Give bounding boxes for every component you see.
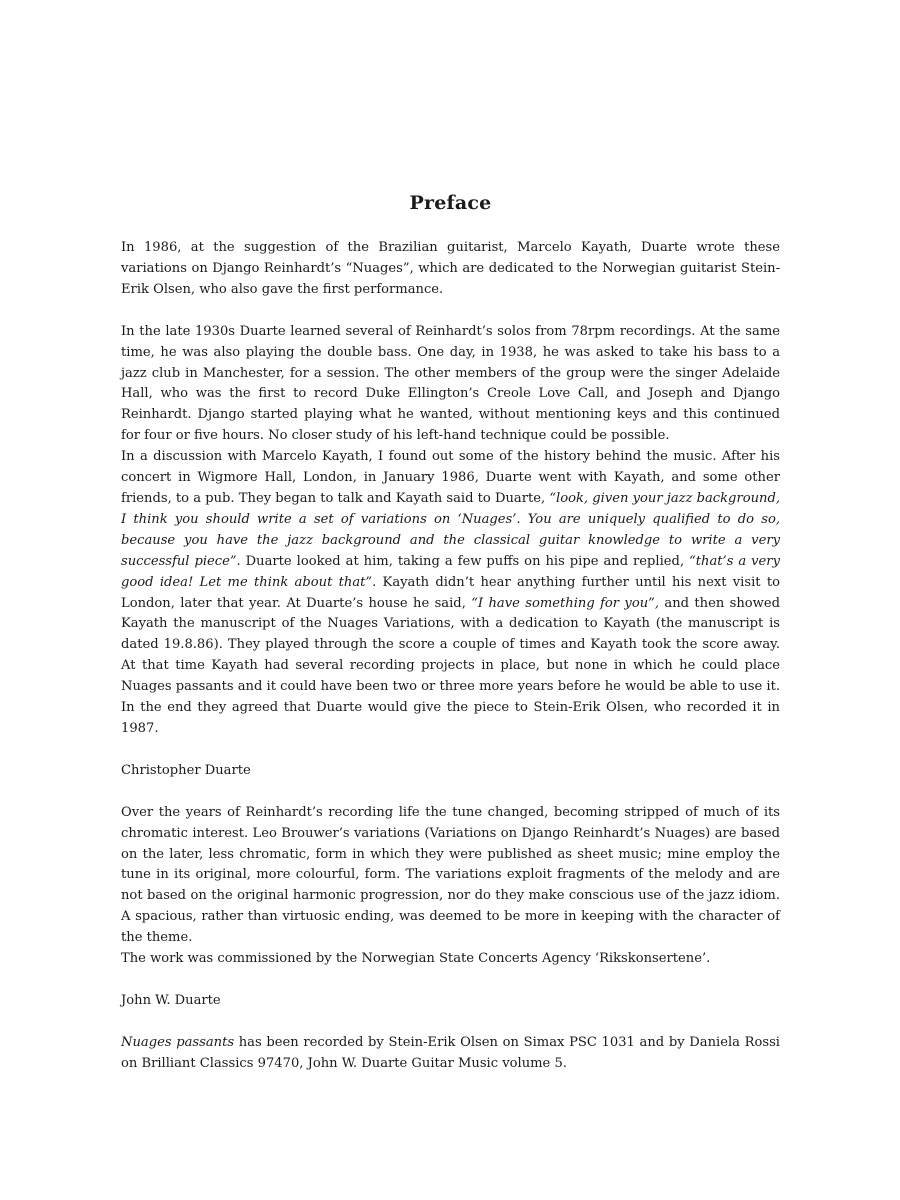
preface-page <box>121 188 780 1075</box>
work-title: Nuages passants <box>121 1034 235 1050</box>
duarte-quote: “that’s a very good idea! Let me think about that”. <box>121 553 780 590</box>
spacer <box>121 740 780 761</box>
recordings-paragraph <box>121 1033 780 1075</box>
discussion-paragraph <box>121 447 780 740</box>
composer-note-paragraph: Over the years of Reinhardt’s recording life the tune changed, becoming stripped of much of its chromatic interest. Leo Brouwer’s variations (Variations on Django Reinhardt’s Nuages) are based on the later, less chromatic, form in which they were published as sheet music; mine employ the tune in its original, more colourful, form. The variations exploit fragments of the melody and are not based on the original harmonic progression, nor do they make conscious use of the jazz idiom. A spacious, rather than virtuosic ending, was deemed to be more in keeping with the character of the theme. <box>121 804 780 946</box>
intro-paragraph: In 1986, at the suggestion of the Brazilian guitarist, Marcelo Kayath, Duarte wrote these variations on Django Reinhardt’s “Nuages”, which are dedicated to the Norwegian guitarist Stein-Erik Olsen, who also gave the first performance. <box>121 240 780 297</box>
spacer <box>121 782 780 803</box>
spacer <box>121 1012 780 1033</box>
discussion-text-4: and then showed Kayath the manuscript of the Nuages Variations, with a dedication to Kayath (the manuscript is dated 19.8.86). They played through the score a couple of times and Kayath took the score away. At that time Kayath had several recording projects in place, but none in which he could place Nuages passants and it could have been two or three more years before he would be able to use it. In the end they agreed that Duarte would give the piece to Stein-Erik Olsen, who recorded it in 1987. <box>121 595 781 736</box>
page-title: Preface <box>409 192 492 214</box>
spacer <box>121 301 780 322</box>
recordings-text: has been recorded by Stein-Erik Olsen on Simax PSC 1031 and by Daniela Rossi on Brilliant Classics 97470, John W. Duarte Guitar Music volume 5. <box>121 1034 780 1071</box>
discussion-text-1: In a discussion with Marcelo Kayath, I found out some of the history behind the music. After his concert in Wigmore Hall, London, in January 1986, Duarte went with Kayath, and some other friends, to a pub. They began to talk and Kayath said to Duarte, <box>121 449 780 506</box>
signature-christopher-duarte: Christopher Duarte <box>121 762 251 778</box>
history-paragraph: In the late 1930s Duarte learned several of Reinhardt’s solos from 78rpm recordings. At the same time, he was also playing the double bass. One day, in 1938, he was asked to take his bass to a jazz club in Manchester, for a session. The other members of the group were the singer Adelaide Hall, who was the first to record Duke Ellington’s Creole Love Call, and Joseph and Django Reinhardt. Django started playing what he wanted, without mentioning keys and this continued for four or five hours. No closer study of his left-hand technique could be possible. <box>121 323 780 444</box>
discussion-text-2: Duarte looked at him, taking a few puffs on his pipe and replied, <box>240 553 690 569</box>
discussion-text-3: Kayath didn’t hear anything further until his next visit to London, later that year. At Duarte’s house he said, <box>121 574 780 611</box>
kayath-quote: “look, given your jazz background, I think you should write a set of variations on ‘Nuages’. You are uniquely qualified to do so, because you have the jazz background and the classical guitar knowledge to write a very successful piece”. <box>121 490 780 569</box>
duarte-quote-2: “I have something for you”, <box>471 595 660 611</box>
spacer <box>121 970 780 991</box>
signature-john-w-duarte: John W. Duarte <box>121 993 221 1008</box>
commission-paragraph: The work was commissioned by the Norwegian State Concerts Agency ‘Rikskonsertene’. <box>121 951 711 967</box>
